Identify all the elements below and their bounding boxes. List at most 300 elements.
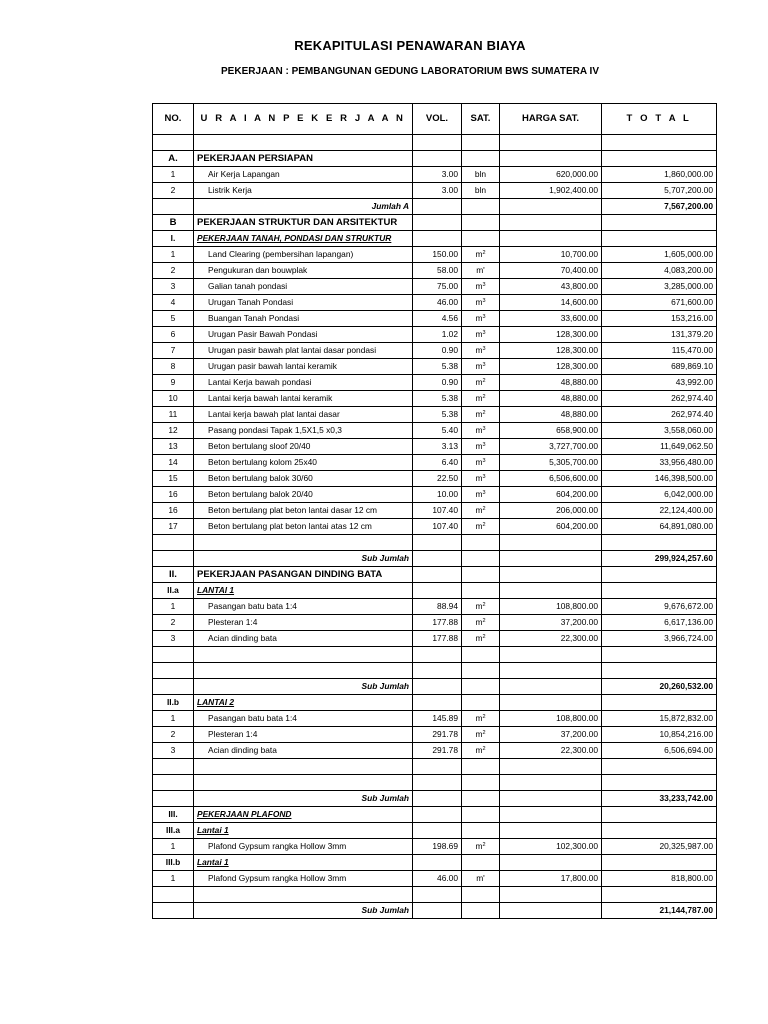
empty-cell — [153, 535, 194, 551]
empty-cell — [194, 775, 413, 791]
subtotal-label: Jumlah A — [194, 199, 413, 215]
item-total: 6,506,694.00 — [602, 743, 717, 759]
unit-text: m — [475, 633, 483, 644]
section-row — [153, 151, 717, 167]
table-row — [153, 247, 717, 263]
subtotal-label: Sub Jumlah — [194, 679, 413, 695]
blank-row — [153, 647, 717, 663]
item-unit — [462, 487, 500, 503]
unit-exponent: 3 — [482, 298, 486, 305]
empty-cell — [153, 791, 194, 807]
row-number: II.b — [153, 695, 194, 711]
item-total: 6,617,136.00 — [602, 615, 717, 631]
item-volume: 6.40 — [413, 455, 462, 471]
item-total: 1,860,000.00 — [602, 167, 717, 183]
subsection-row — [153, 807, 717, 823]
unit-text: m — [475, 361, 483, 372]
section-title: PEKERJAAN PASANGAN DINDING BATA — [194, 567, 413, 583]
unit-exponent: 2 — [482, 394, 486, 401]
item-unit — [462, 183, 500, 199]
item-unit-price: 33,600.00 — [500, 311, 602, 327]
empty-cell — [602, 759, 717, 775]
unit-exponent: 2 — [482, 714, 486, 721]
row-number: 1 — [153, 599, 194, 615]
item-volume: 150.00 — [413, 247, 462, 263]
item-volume: 75.00 — [413, 279, 462, 295]
empty-cell — [153, 887, 194, 903]
empty-cell — [602, 887, 717, 903]
row-number: II.a — [153, 583, 194, 599]
unit-exponent: 3 — [482, 474, 486, 481]
table-row — [153, 183, 717, 199]
item-volume: 4.56 — [413, 311, 462, 327]
document-title: REKAPITULASI PENAWARAN BIAYA — [294, 38, 526, 53]
table-row — [153, 711, 717, 727]
table-row — [153, 407, 717, 423]
row-number: 16 — [153, 503, 194, 519]
row-number: 4 — [153, 295, 194, 311]
item-unit-price: 108,800.00 — [500, 599, 602, 615]
subsection-title: PEKERJAAN PLAFOND — [194, 807, 413, 823]
row-number: 6 — [153, 327, 194, 343]
empty-cell — [153, 647, 194, 663]
section-row — [153, 567, 717, 583]
item-description: Acian dinding bata — [194, 631, 413, 647]
unit-text: m — [475, 473, 483, 484]
empty-cell — [413, 135, 462, 151]
row-number: 3 — [153, 631, 194, 647]
unit-text: m — [475, 425, 483, 436]
table-row — [153, 471, 717, 487]
item-unit-price: 604,200.00 — [500, 487, 602, 503]
table-row — [153, 375, 717, 391]
unit-exponent: 2 — [482, 746, 486, 753]
unit-exponent: 3 — [482, 346, 486, 353]
item-unit-price: 48,880.00 — [500, 407, 602, 423]
unit-exponent: 2 — [482, 250, 486, 257]
item-unit — [462, 167, 500, 183]
item-total: 4,083,200.00 — [602, 263, 717, 279]
empty-cell — [500, 135, 602, 151]
item-unit-price: 5,305,700.00 — [500, 455, 602, 471]
empty-cell — [462, 823, 500, 839]
item-total: 10,854,216.00 — [602, 727, 717, 743]
item-unit-price: 48,880.00 — [500, 391, 602, 407]
table-row — [153, 743, 717, 759]
subtotal-label: Sub Jumlah — [194, 551, 413, 567]
item-unit — [462, 391, 500, 407]
unit-text: m — [475, 729, 483, 740]
subtotal-value: 21,144,787.00 — [602, 903, 717, 919]
unit-text: m — [475, 745, 483, 756]
unit-text: m — [475, 521, 483, 532]
item-description: Beton bertulang kolom 25x40 — [194, 455, 413, 471]
header-sat: SAT. — [462, 104, 500, 135]
empty-cell — [462, 647, 500, 663]
unit-exponent: 2 — [482, 506, 486, 513]
empty-cell — [602, 135, 717, 151]
empty-cell — [602, 583, 717, 599]
empty-cell — [602, 647, 717, 663]
item-unit-price: 37,200.00 — [500, 615, 602, 631]
row-number: 3 — [153, 279, 194, 295]
empty-cell — [462, 903, 500, 919]
item-total: 20,325,987.00 — [602, 839, 717, 855]
item-unit — [462, 727, 500, 743]
empty-cell — [602, 231, 717, 247]
item-volume: 22.50 — [413, 471, 462, 487]
item-description: Acian dinding bata — [194, 743, 413, 759]
item-description: Plafond Gypsum rangka Hollow 3mm — [194, 871, 413, 887]
blank-row — [153, 759, 717, 775]
unit-text: m — [475, 713, 483, 724]
subtotal-value: 7,567,200.00 — [602, 199, 717, 215]
item-total: 43,992.00 — [602, 375, 717, 391]
empty-cell — [462, 199, 500, 215]
unit-text: bln — [474, 185, 487, 196]
row-number: 2 — [153, 615, 194, 631]
table-row — [153, 263, 717, 279]
empty-cell — [462, 663, 500, 679]
item-description: Land Clearing (pembersihan lapangan) — [194, 247, 413, 263]
item-unit — [462, 343, 500, 359]
item-total: 5,707,200.00 — [602, 183, 717, 199]
table-row — [153, 167, 717, 183]
empty-cell — [500, 567, 602, 583]
empty-cell — [500, 215, 602, 231]
item-volume: 0.90 — [413, 343, 462, 359]
table-row — [153, 343, 717, 359]
table-row — [153, 295, 717, 311]
empty-cell — [153, 135, 194, 151]
subsection-row — [153, 855, 717, 871]
item-unit — [462, 615, 500, 631]
empty-cell — [462, 551, 500, 567]
item-description: Beton bertulang balok 20/40 — [194, 487, 413, 503]
section-title: PEKERJAAN STRUKTUR DAN ARSITEKTUR — [194, 215, 413, 231]
empty-cell — [602, 807, 717, 823]
unit-exponent: 2 — [482, 730, 486, 737]
unit-text: m — [475, 409, 483, 420]
unit-exponent: 2 — [482, 378, 486, 385]
item-description: Beton bertulang balok 30/60 — [194, 471, 413, 487]
row-number: 14 — [153, 455, 194, 471]
item-description: Listrik Kerja — [194, 183, 413, 199]
row-number: 2 — [153, 263, 194, 279]
empty-cell — [153, 903, 194, 919]
empty-cell — [462, 583, 500, 599]
empty-cell — [413, 535, 462, 551]
empty-cell — [500, 855, 602, 871]
table-row — [153, 615, 717, 631]
subsection-row — [153, 695, 717, 711]
empty-cell — [462, 807, 500, 823]
item-unit-price: 658,900.00 — [500, 423, 602, 439]
empty-cell — [153, 759, 194, 775]
table-row — [153, 487, 717, 503]
item-unit-price: 37,200.00 — [500, 727, 602, 743]
empty-cell — [500, 791, 602, 807]
item-unit — [462, 375, 500, 391]
unit-exponent: 2 — [482, 602, 486, 609]
item-unit-price: 128,300.00 — [500, 343, 602, 359]
unit-text: m — [475, 377, 483, 388]
item-unit-price: 70,400.00 — [500, 263, 602, 279]
subtotal-row — [153, 903, 717, 919]
empty-cell — [462, 215, 500, 231]
table-row — [153, 455, 717, 471]
unit-exponent: 2 — [482, 410, 486, 417]
row-number: 1 — [153, 711, 194, 727]
blank-row — [153, 775, 717, 791]
item-unit — [462, 711, 500, 727]
unit-exponent: 2 — [482, 618, 486, 625]
item-description: Plafond Gypsum rangka Hollow 3mm — [194, 839, 413, 855]
item-unit-price: 128,300.00 — [500, 327, 602, 343]
unit-text: m — [475, 441, 483, 452]
table-row — [153, 727, 717, 743]
item-volume: 5.40 — [413, 423, 462, 439]
empty-cell — [413, 807, 462, 823]
empty-cell — [602, 823, 717, 839]
empty-cell — [153, 551, 194, 567]
item-volume: 198.69 — [413, 839, 462, 855]
item-total: 33,956,480.00 — [602, 455, 717, 471]
item-unit — [462, 359, 500, 375]
unit-text: m — [475, 329, 483, 340]
item-volume: 177.88 — [413, 631, 462, 647]
item-volume: 0.90 — [413, 375, 462, 391]
item-description: Pasang pondasi Tapak 1,5X1,5 x0,3 — [194, 423, 413, 439]
subsection-title: LANTAI 1 — [194, 583, 413, 599]
item-total: 1,605,000.00 — [602, 247, 717, 263]
item-total: 3,285,000.00 — [602, 279, 717, 295]
empty-cell — [413, 903, 462, 919]
table-row — [153, 439, 717, 455]
empty-cell — [500, 647, 602, 663]
row-number: 10 — [153, 391, 194, 407]
subtotal-label: Sub Jumlah — [194, 791, 413, 807]
empty-cell — [462, 135, 500, 151]
item-description: Plesteran 1:4 — [194, 727, 413, 743]
empty-cell — [153, 199, 194, 215]
item-unit — [462, 327, 500, 343]
item-unit-price: 48,880.00 — [500, 375, 602, 391]
item-total: 11,649,062.50 — [602, 439, 717, 455]
row-number: 13 — [153, 439, 194, 455]
item-unit — [462, 455, 500, 471]
empty-cell — [153, 679, 194, 695]
item-total: 3,558,060.00 — [602, 423, 717, 439]
empty-cell — [413, 215, 462, 231]
empty-cell — [500, 759, 602, 775]
row-number: II. — [153, 567, 194, 583]
item-unit — [462, 743, 500, 759]
empty-cell — [462, 679, 500, 695]
row-number: 11 — [153, 407, 194, 423]
empty-cell — [462, 695, 500, 711]
empty-cell — [413, 791, 462, 807]
item-unit — [462, 631, 500, 647]
item-description: Galian tanah pondasi — [194, 279, 413, 295]
subtotal-label: Sub Jumlah — [194, 903, 413, 919]
subsection-row — [153, 583, 717, 599]
row-number: 2 — [153, 183, 194, 199]
subtotal-row — [153, 199, 717, 215]
unit-text: m' — [476, 265, 485, 276]
table-row — [153, 359, 717, 375]
item-unit — [462, 279, 500, 295]
unit-text: m — [475, 313, 483, 324]
unit-exponent: 3 — [482, 490, 486, 497]
unit-exponent: 2 — [482, 522, 486, 529]
empty-cell — [413, 759, 462, 775]
empty-cell — [462, 567, 500, 583]
item-total: 3,966,724.00 — [602, 631, 717, 647]
item-description: Lantai kerja bawah lantai keramik — [194, 391, 413, 407]
item-unit — [462, 519, 500, 535]
item-volume: 88.94 — [413, 599, 462, 615]
empty-cell — [153, 663, 194, 679]
empty-cell — [413, 679, 462, 695]
item-unit-price: 10,700.00 — [500, 247, 602, 263]
item-description: Beton bertulang plat beton lantai dasar 12 cm — [194, 503, 413, 519]
unit-text: m' — [476, 873, 485, 884]
item-unit — [462, 423, 500, 439]
row-number: III. — [153, 807, 194, 823]
row-number: I. — [153, 231, 194, 247]
row-number: 16 — [153, 487, 194, 503]
header-harga: HARGA SAT. — [500, 104, 602, 135]
unit-exponent: 3 — [482, 426, 486, 433]
table-row — [153, 839, 717, 855]
item-total: 262,974.40 — [602, 391, 717, 407]
item-volume: 5.38 — [413, 391, 462, 407]
table-row — [153, 503, 717, 519]
item-unit-price: 1,902,400.00 — [500, 183, 602, 199]
item-volume: 3.00 — [413, 183, 462, 199]
item-unit-price: 6,506,600.00 — [500, 471, 602, 487]
item-description: Urugan pasir bawah lantai keramik — [194, 359, 413, 375]
row-number: B — [153, 215, 194, 231]
item-total: 689,869.10 — [602, 359, 717, 375]
row-number: 15 — [153, 471, 194, 487]
empty-cell — [500, 823, 602, 839]
empty-cell — [462, 887, 500, 903]
unit-exponent: 3 — [482, 282, 486, 289]
subsection-title: LANTAI 2 — [194, 695, 413, 711]
subsection-row — [153, 823, 717, 839]
item-volume: 5.38 — [413, 407, 462, 423]
unit-text: m — [475, 393, 483, 404]
table-row — [153, 423, 717, 439]
item-volume: 3.00 — [413, 167, 462, 183]
item-total: 6,042,000.00 — [602, 487, 717, 503]
subtotal-row — [153, 791, 717, 807]
empty-cell — [500, 535, 602, 551]
empty-cell — [500, 199, 602, 215]
row-number: 1 — [153, 871, 194, 887]
item-description: Beton bertulang plat beton lantai atas 12 cm — [194, 519, 413, 535]
item-unit — [462, 599, 500, 615]
unit-exponent: 3 — [482, 330, 486, 337]
row-number: 7 — [153, 343, 194, 359]
item-description: Air Kerja Lapangan — [194, 167, 413, 183]
empty-cell — [194, 647, 413, 663]
item-volume: 107.40 — [413, 519, 462, 535]
empty-cell — [413, 823, 462, 839]
empty-cell — [194, 887, 413, 903]
item-total: 153,216.00 — [602, 311, 717, 327]
item-volume: 291.78 — [413, 743, 462, 759]
item-volume: 58.00 — [413, 263, 462, 279]
unit-text: m — [475, 841, 483, 852]
item-volume: 145.89 — [413, 711, 462, 727]
item-total: 15,872,832.00 — [602, 711, 717, 727]
subtotal-value: 33,233,742.00 — [602, 791, 717, 807]
table-row — [153, 279, 717, 295]
empty-cell — [602, 535, 717, 551]
empty-cell — [413, 887, 462, 903]
item-unit-price: 604,200.00 — [500, 519, 602, 535]
item-total: 671,600.00 — [602, 295, 717, 311]
item-unit — [462, 871, 500, 887]
subsection-title: PEKERJAAN TANAH, PONDASI DAN STRUKTUR — [194, 231, 413, 247]
item-unit-price: 14,600.00 — [500, 295, 602, 311]
cost-recap-table — [152, 103, 717, 919]
empty-cell — [462, 535, 500, 551]
empty-cell — [194, 663, 413, 679]
empty-cell — [500, 663, 602, 679]
item-unit — [462, 503, 500, 519]
subsection-title: Lantai 1 — [194, 823, 413, 839]
item-description: Pasangan batu bata 1:4 — [194, 711, 413, 727]
empty-cell — [413, 663, 462, 679]
table-row — [153, 519, 717, 535]
item-total: 818,800.00 — [602, 871, 717, 887]
header-no: NO. — [153, 104, 194, 135]
unit-exponent: 3 — [482, 362, 486, 369]
item-volume: 46.00 — [413, 871, 462, 887]
item-volume: 177.88 — [413, 615, 462, 631]
item-volume: 10.00 — [413, 487, 462, 503]
empty-cell — [413, 199, 462, 215]
empty-cell — [413, 583, 462, 599]
empty-cell — [413, 551, 462, 567]
empty-cell — [602, 151, 717, 167]
item-unit — [462, 263, 500, 279]
empty-cell — [194, 135, 413, 151]
item-description: Beton bertulang sloof 20/40 — [194, 439, 413, 455]
row-number: 1 — [153, 839, 194, 855]
item-unit-price: 22,300.00 — [500, 631, 602, 647]
item-unit-price: 43,800.00 — [500, 279, 602, 295]
blank-row — [153, 887, 717, 903]
item-unit-price: 108,800.00 — [500, 711, 602, 727]
table-row — [153, 311, 717, 327]
item-unit — [462, 247, 500, 263]
empty-cell — [413, 567, 462, 583]
empty-cell — [602, 663, 717, 679]
item-description: Pasangan batu bata 1:4 — [194, 599, 413, 615]
document-subtitle: PEKERJAAN : PEMBANGUNAN GEDUNG LABORATORIUM BWS SUMATERA IV — [221, 66, 599, 77]
row-number: 9 — [153, 375, 194, 391]
item-unit — [462, 439, 500, 455]
row-number: 1 — [153, 247, 194, 263]
row-number: III.a — [153, 823, 194, 839]
unit-exponent: 3 — [482, 442, 486, 449]
item-unit-price: 3,727,700.00 — [500, 439, 602, 455]
